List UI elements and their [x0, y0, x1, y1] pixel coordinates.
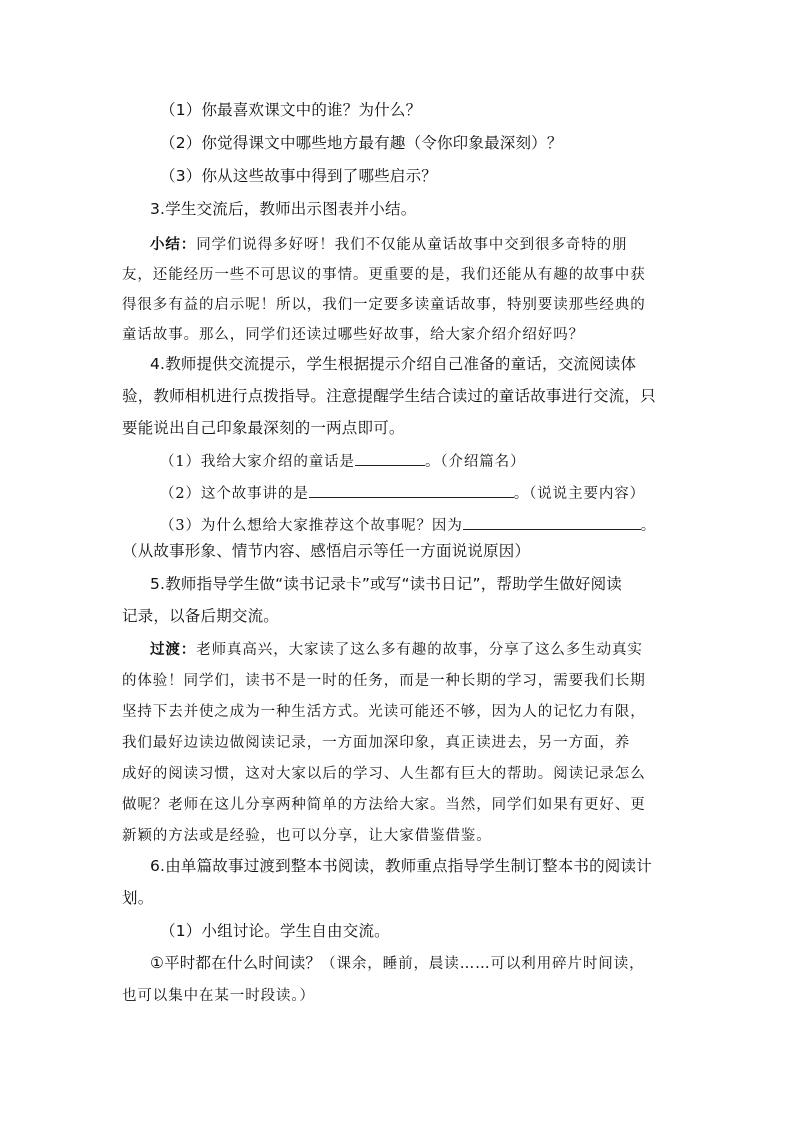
prompt-2-note: 。（说说主要内容）	[513, 486, 646, 502]
prompt-2-blank	[309, 483, 514, 498]
discussion-item-1-line-2: 也可以集中在某一时段读。）	[122, 988, 315, 1004]
prompt-2	[160, 483, 645, 504]
transition-line-5: 成好的阅读习惯，这对大家以后的学习、人生都有巨大的帮助。阅读记录怎么	[122, 766, 646, 782]
prompt-3	[160, 515, 656, 536]
step-6-line-1: 6.由单篇故事过渡到整本书阅读，教师重点指导学生制订整本书的阅读计	[150, 857, 652, 875]
transition-line-2: 的体验！同学们，读书不是一时的任务，而是一种长期的学习，需要我们长期	[122, 673, 646, 689]
discussion-title: （1）小组讨论。学生自由交流。	[160, 922, 390, 940]
prompt-3-text: （3）为什么想给大家推荐这个故事呢？因为	[160, 518, 463, 534]
summary-line-1	[150, 235, 627, 255]
transition-line-3: 坚持下去并使之成为一种生活方式。光读可能还不够，因为人的记忆力有限，	[122, 704, 646, 720]
step-3: 3.学生交流后，教师出示图表并小结。	[150, 200, 417, 218]
step-5-line-2: 记录，以备后期交流。	[122, 607, 280, 625]
discussion-item-1	[150, 953, 645, 974]
step-4-line-1: 4.教师提供交流提示，学生根据提示介绍自己准备的童话，交流阅读体	[150, 355, 637, 373]
prompt-3-note: （从故事形象、情节内容、感悟启示等任一方面说说原因）	[122, 542, 531, 560]
transition-line-6: 做呢？老师在这儿分享两种简单的方法给大家。当然，同学们如果有更好、更	[122, 797, 646, 813]
prompt-2-text: （2）这个故事讲的是	[160, 486, 309, 502]
summary-label: 小结：	[150, 236, 197, 253]
prompt-1	[160, 451, 526, 472]
prompt-3-blank	[463, 515, 641, 530]
transition-line-7: 新颖的方法或是经验，也可以分享，让大家借鉴借鉴。	[122, 828, 492, 844]
step-4-line-2: 验，教师相机进行点拨指导。注意提醒学生结合读过的童话故事进行交流，只	[122, 387, 656, 405]
discussion-item-1-question: ①平时都在什么时间读？	[150, 954, 322, 972]
transition-label: 过渡：	[150, 641, 197, 658]
prompt-1-note: 。（介绍篇名）	[424, 454, 526, 470]
summary-line-2: 友，还能经历一些不可思议的事情。更重要的是，我们还能从有趣的故事中获	[122, 267, 646, 283]
step-4-line-3: 要能说出自己印象最深刻的一两点即可。	[122, 419, 405, 437]
question-1: （1）你最喜欢课文中的谁？为什么？	[160, 101, 422, 119]
transition-line-1	[150, 640, 643, 660]
discussion-item-1-answer: （课余，睡前，晨读……可以利用碎片时间读，	[321, 956, 645, 972]
transition-text: 老师真高兴，大家读了这么多有趣的故事，分享了这么多生动真实	[196, 642, 643, 658]
transition-line-4: 我们最好边读边做阅读记录，一方面加深印象，真正读进去，另一方面，养	[122, 735, 631, 751]
prompt-1-blank	[355, 451, 425, 466]
step-5-line-1: 5.教师指导学生做“读书记录卡”或写“读书日记”，帮助学生做好阅读	[150, 575, 623, 593]
question-2: （2）你觉得课文中哪些地方最有趣（令你印象最深刻）？	[160, 134, 563, 152]
question-3: （3）你从这些故事中得到了哪些启示？	[160, 167, 437, 185]
prompt-3-end: 。	[640, 518, 657, 534]
summary-line-4: 童话故事。那么，同学们还读过哪些好故事，给大家介绍介绍好吗？	[122, 327, 584, 343]
summary-line-3: 得很多有益的启示呢！所以，我们一定要多读童话故事，特别要读那些经典的	[122, 297, 646, 313]
summary-text: 同学们说得多好呀！我们不仅能从童话故事中交到很多奇特的朋	[196, 237, 628, 253]
prompt-1-text: （1）我给大家介绍的童话是	[160, 454, 355, 470]
step-6-line-2: 划。	[122, 889, 154, 907]
